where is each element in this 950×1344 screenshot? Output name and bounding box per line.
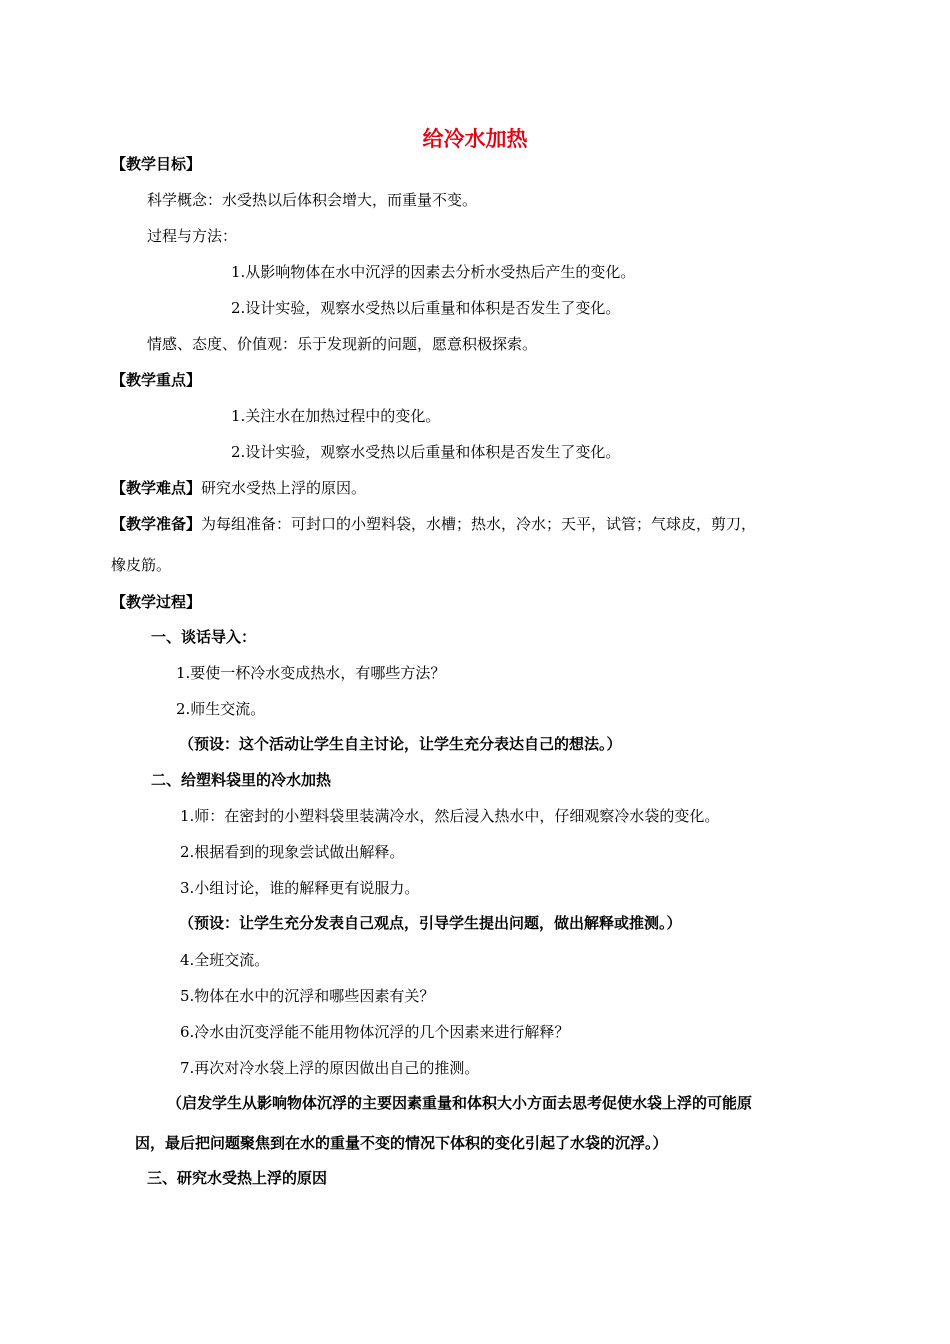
objectives-heading: 【教学目标】 — [111, 155, 202, 173]
section-item: 7.再次对冷水袋上浮的原因做出自己的推测。 — [180, 1059, 480, 1077]
preparation-row — [111, 514, 756, 534]
section-title: 三、研究水受热上浮的原因 — [147, 1169, 328, 1187]
preparation-heading: 【教学准备】 — [111, 515, 202, 533]
section-item: 5.物体在水中的沉浮和哪些因素有关？ — [180, 987, 435, 1005]
objectives-process-label: 过程与方法： — [147, 227, 238, 245]
objectives-process-item: 1.从影响物体在水中沉浮的因素去分析水受热后产生的变化。 — [231, 263, 636, 281]
difficulty-text: 研究水受热上浮的原因。 — [201, 479, 367, 497]
section-title: 二、给塑料袋里的冷水加热 — [151, 771, 332, 789]
section-item: 4.全班交流。 — [180, 951, 270, 969]
section-item: 3.小组讨论，谁的解释更有说服力。 — [180, 879, 420, 897]
section-item: 6.冷水由沉变浮能不能用物体沉浮的几个因素来进行解释？ — [180, 1023, 570, 1041]
section-item: 2.师生交流。 — [176, 700, 266, 718]
preparation-text: 为每组准备：可封口的小塑料袋，水槽；热水，冷水；天平，试管；气球皮，剪刀， — [201, 515, 757, 533]
objectives-process-item: 2.设计实验，观察水受热以后重量和体积是否发生了变化。 — [231, 299, 621, 317]
key-points-heading: 【教学重点】 — [111, 371, 202, 389]
objectives-attitude: 情感、态度、价值观：乐于发现新的问题，愿意积极探索。 — [147, 335, 538, 353]
section-note: （预设：这个活动让学生自主讨论，让学生充分表达自己的想法。） — [179, 735, 622, 753]
difficulty-heading: 【教学难点】 — [111, 479, 202, 497]
section-note: （预设：让学生充分发表自己观点，引导学生提出问题，做出解释或推测。） — [179, 914, 682, 932]
page-title: 给冷水加热 — [422, 126, 528, 151]
section-item: 1.师：在密封的小塑料袋里装满冷水，然后浸入热水中，仔细观察冷水袋的变化。 — [180, 807, 720, 825]
objectives-concept: 科学概念：水受热以后体积会增大，而重量不变。 — [147, 191, 478, 209]
difficulty-row — [111, 478, 366, 498]
process-heading: 【教学过程】 — [111, 593, 202, 611]
section-item: 1.要使一杯冷水变成热水，有哪些方法？ — [176, 664, 446, 682]
preparation-text-continued: 橡皮筋。 — [111, 556, 172, 574]
key-point-item: 2.设计实验，观察水受热以后重量和体积是否发生了变化。 — [231, 443, 621, 461]
section-note: （启发学生从影响物体沉浮的主要因素重量和体积大小方面去思考促使水袋上浮的可能原 — [167, 1094, 753, 1112]
section-item: 2.根据看到的现象尝试做出解释。 — [180, 843, 405, 861]
section-note-continued: 因，最后把问题聚焦到在水的重量不变的情况下体积的变化引起了水袋的沉浮。） — [135, 1134, 668, 1152]
key-point-item: 1.关注水在加热过程中的变化。 — [231, 407, 441, 425]
section-title: 一、谈话导入： — [151, 628, 257, 646]
